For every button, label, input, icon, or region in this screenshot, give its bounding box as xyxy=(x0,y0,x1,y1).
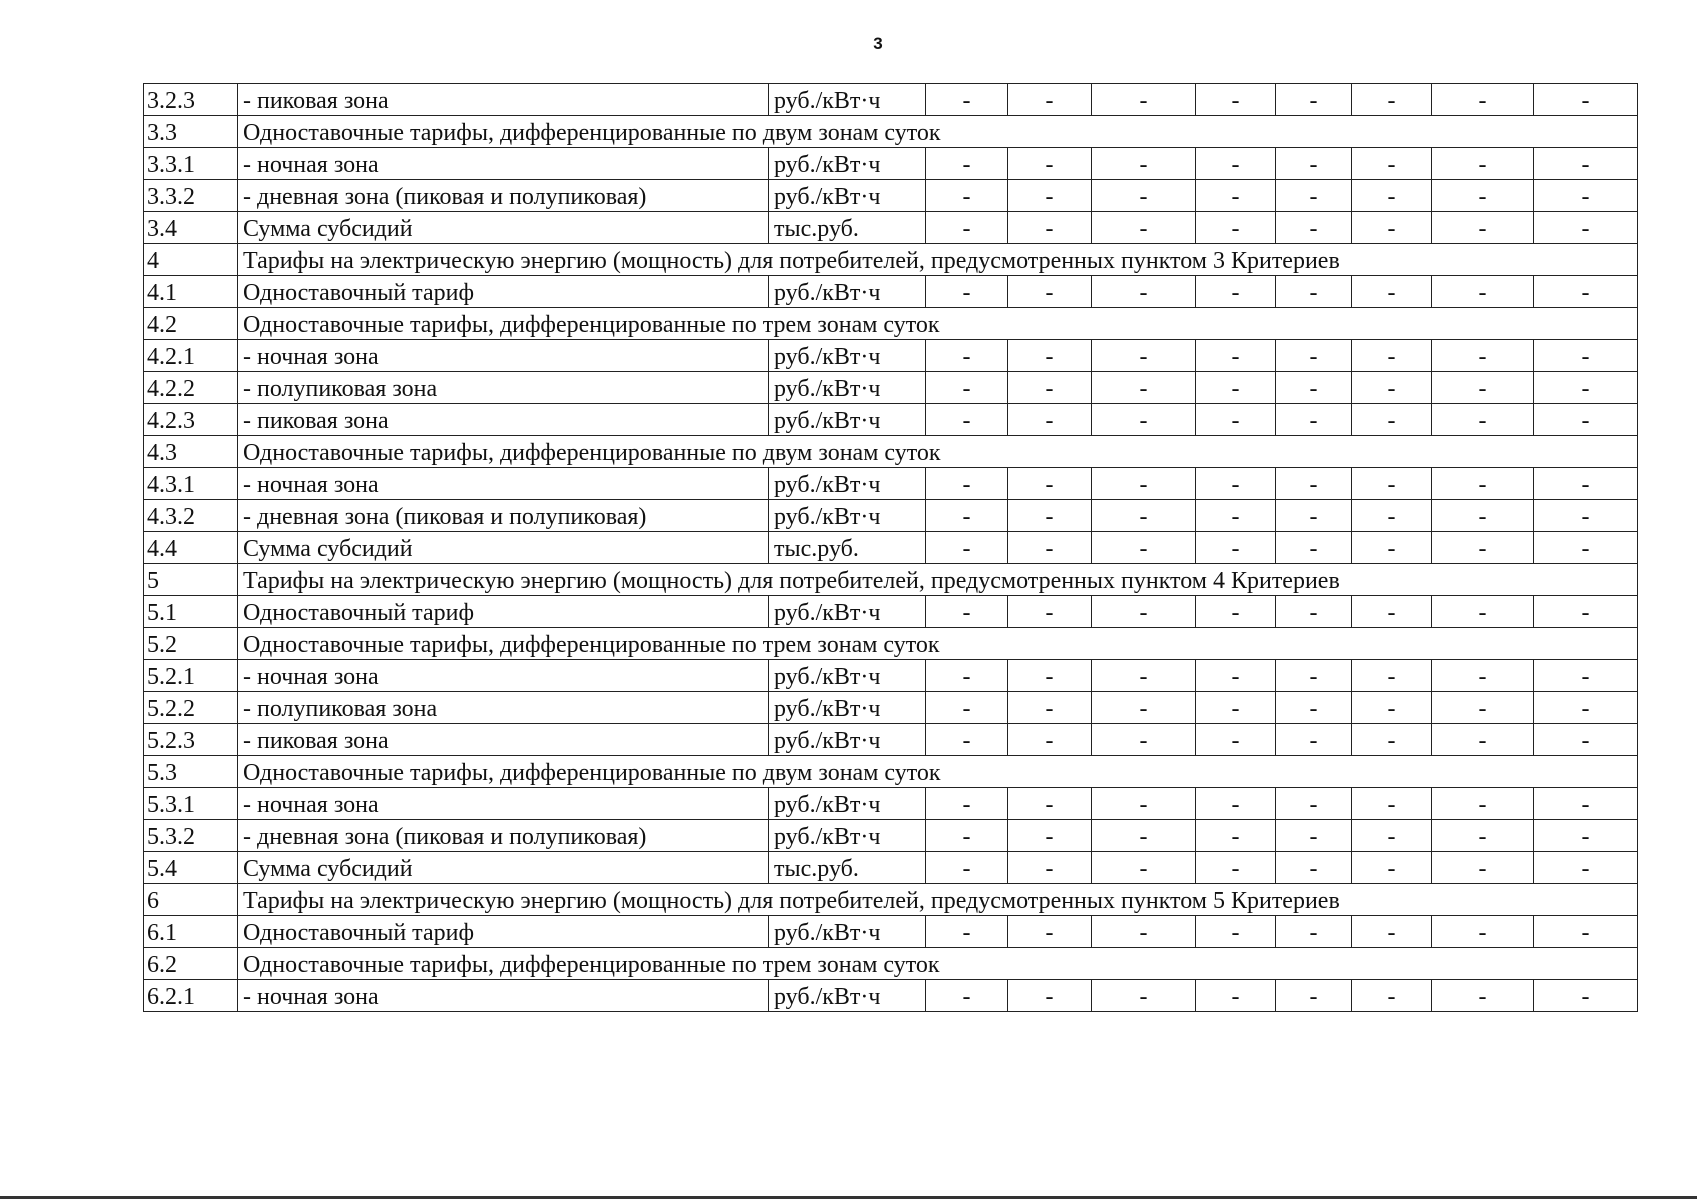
value-cell: - xyxy=(1352,820,1432,852)
value-cell: - xyxy=(1092,180,1196,212)
value-cell: - xyxy=(1352,180,1432,212)
value-cell: - xyxy=(1196,596,1276,628)
value-cell: - xyxy=(1432,852,1534,884)
value-cell: - xyxy=(1534,148,1638,180)
unit-cell: руб./кВт·ч xyxy=(769,340,926,372)
row-label: - пиковая зона xyxy=(238,404,769,436)
value-cell: - xyxy=(1092,852,1196,884)
value-cell: - xyxy=(1092,980,1196,1012)
row-label: Одноставочный тариф xyxy=(238,276,769,308)
value-cell: - xyxy=(1196,212,1276,244)
section-title: Одноставочные тарифы, дифференцированные по двум зонам суток xyxy=(238,756,1638,788)
value-cell: - xyxy=(1008,180,1092,212)
table-row xyxy=(144,852,1638,884)
section-title: Одноставочные тарифы, дифференцированные по трем зонам суток xyxy=(238,948,1638,980)
value-cell: - xyxy=(1008,532,1092,564)
value-cell: - xyxy=(1276,820,1352,852)
row-label: - ночная зона xyxy=(238,980,769,1012)
table-row xyxy=(144,244,1638,276)
table-row xyxy=(144,756,1638,788)
value-cell: - xyxy=(926,692,1008,724)
value-cell: - xyxy=(1534,84,1638,116)
value-cell: - xyxy=(1008,500,1092,532)
section-title: Тарифы на электрическую энергию (мощность) для потребителей, предусмотренных пунктом 3 Критериев xyxy=(238,244,1638,276)
value-cell: - xyxy=(1196,180,1276,212)
value-cell: - xyxy=(1352,372,1432,404)
value-cell: - xyxy=(1276,404,1352,436)
value-cell: - xyxy=(1276,180,1352,212)
value-cell: - xyxy=(1276,660,1352,692)
value-cell: - xyxy=(1432,276,1534,308)
value-cell: - xyxy=(1196,468,1276,500)
value-cell: - xyxy=(1276,788,1352,820)
value-cell: - xyxy=(1534,724,1638,756)
row-number: 4.3.1 xyxy=(144,468,238,500)
value-cell: - xyxy=(1196,788,1276,820)
value-cell: - xyxy=(1352,340,1432,372)
value-cell: - xyxy=(1276,916,1352,948)
value-cell: - xyxy=(1276,212,1352,244)
value-cell: - xyxy=(1092,276,1196,308)
table-row xyxy=(144,724,1638,756)
row-number: 5.4 xyxy=(144,852,238,884)
value-cell: - xyxy=(1534,180,1638,212)
value-cell: - xyxy=(926,180,1008,212)
value-cell: - xyxy=(1534,340,1638,372)
value-cell: - xyxy=(1196,276,1276,308)
value-cell: - xyxy=(926,212,1008,244)
table-row xyxy=(144,596,1638,628)
value-cell: - xyxy=(1092,532,1196,564)
value-cell: - xyxy=(1432,340,1534,372)
row-number: 5.3.1 xyxy=(144,788,238,820)
row-number: 3.3.2 xyxy=(144,180,238,212)
row-number: 5.3.2 xyxy=(144,820,238,852)
value-cell: - xyxy=(1352,692,1432,724)
value-cell: - xyxy=(1276,852,1352,884)
row-number: 4 xyxy=(144,244,238,276)
table-row xyxy=(144,84,1638,116)
row-label: Сумма субсидий xyxy=(238,532,769,564)
table-row xyxy=(144,820,1638,852)
value-cell: - xyxy=(926,84,1008,116)
value-cell: - xyxy=(1196,980,1276,1012)
row-label: - полупиковая зона xyxy=(238,692,769,724)
table-row xyxy=(144,628,1638,660)
table-row xyxy=(144,180,1638,212)
value-cell: - xyxy=(926,468,1008,500)
page-bottom-rule xyxy=(0,1196,1697,1199)
value-cell: - xyxy=(1432,372,1534,404)
table-row xyxy=(144,532,1638,564)
row-number: 3.4 xyxy=(144,212,238,244)
value-cell: - xyxy=(1534,980,1638,1012)
row-number: 6.2 xyxy=(144,948,238,980)
value-cell: - xyxy=(1352,596,1432,628)
value-cell: - xyxy=(1196,84,1276,116)
row-number: 3.3.1 xyxy=(144,148,238,180)
value-cell: - xyxy=(1534,212,1638,244)
value-cell: - xyxy=(1008,820,1092,852)
value-cell: - xyxy=(1432,980,1534,1012)
value-cell: - xyxy=(1008,980,1092,1012)
value-cell: - xyxy=(1008,852,1092,884)
value-cell: - xyxy=(1352,532,1432,564)
value-cell: - xyxy=(1534,820,1638,852)
value-cell: - xyxy=(1276,596,1352,628)
value-cell: - xyxy=(1352,852,1432,884)
value-cell: - xyxy=(1008,276,1092,308)
row-number: 5.2.1 xyxy=(144,660,238,692)
row-label: - ночная зона xyxy=(238,788,769,820)
row-number: 4.2.3 xyxy=(144,404,238,436)
value-cell: - xyxy=(1352,276,1432,308)
value-cell: - xyxy=(1008,724,1092,756)
table-row xyxy=(144,500,1638,532)
row-label: - пиковая зона xyxy=(238,84,769,116)
value-cell: - xyxy=(1092,692,1196,724)
unit-cell: руб./кВт·ч xyxy=(769,180,926,212)
unit-cell: тыс.руб. xyxy=(769,852,926,884)
value-cell: - xyxy=(1534,852,1638,884)
value-cell: - xyxy=(1092,788,1196,820)
value-cell: - xyxy=(1534,276,1638,308)
value-cell: - xyxy=(1008,404,1092,436)
table-row xyxy=(144,372,1638,404)
value-cell: - xyxy=(1092,148,1196,180)
table-row xyxy=(144,148,1638,180)
row-number: 6.2.1 xyxy=(144,980,238,1012)
section-title: Одноставочные тарифы, дифференцированные по трем зонам суток xyxy=(238,628,1638,660)
value-cell: - xyxy=(1276,84,1352,116)
row-number: 6 xyxy=(144,884,238,916)
value-cell: - xyxy=(926,788,1008,820)
row-label: Одноставочный тариф xyxy=(238,596,769,628)
value-cell: - xyxy=(1534,500,1638,532)
value-cell: - xyxy=(1352,980,1432,1012)
row-number: 5.1 xyxy=(144,596,238,628)
unit-cell: руб./кВт·ч xyxy=(769,276,926,308)
unit-cell: руб./кВт·ч xyxy=(769,148,926,180)
value-cell: - xyxy=(1276,532,1352,564)
row-number: 4.2 xyxy=(144,308,238,340)
section-title: Одноставочные тарифы, дифференцированные по двум зонам суток xyxy=(238,436,1638,468)
table-row xyxy=(144,276,1638,308)
row-number: 4.2.2 xyxy=(144,372,238,404)
value-cell: - xyxy=(926,724,1008,756)
value-cell: - xyxy=(1432,84,1534,116)
value-cell: - xyxy=(1534,468,1638,500)
value-cell: - xyxy=(1008,84,1092,116)
row-label: - пиковая зона xyxy=(238,724,769,756)
value-cell: - xyxy=(1534,788,1638,820)
value-cell: - xyxy=(1196,852,1276,884)
table-row xyxy=(144,404,1638,436)
row-number: 5.3 xyxy=(144,756,238,788)
unit-cell: руб./кВт·ч xyxy=(769,500,926,532)
row-label: - дневная зона (пиковая и полупиковая) xyxy=(238,820,769,852)
value-cell: - xyxy=(926,500,1008,532)
table-row xyxy=(144,980,1638,1012)
table-row xyxy=(144,884,1638,916)
row-number: 5.2.3 xyxy=(144,724,238,756)
value-cell: - xyxy=(1432,212,1534,244)
row-number: 4.3.2 xyxy=(144,500,238,532)
unit-cell: руб./кВт·ч xyxy=(769,372,926,404)
value-cell: - xyxy=(1534,596,1638,628)
value-cell: - xyxy=(1276,500,1352,532)
value-cell: - xyxy=(1276,148,1352,180)
value-cell: - xyxy=(926,820,1008,852)
value-cell: - xyxy=(1196,500,1276,532)
unit-cell: руб./кВт·ч xyxy=(769,84,926,116)
unit-cell: тыс.руб. xyxy=(769,532,926,564)
value-cell: - xyxy=(1092,596,1196,628)
unit-cell: руб./кВт·ч xyxy=(769,596,926,628)
value-cell: - xyxy=(1092,724,1196,756)
value-cell: - xyxy=(1352,788,1432,820)
value-cell: - xyxy=(1276,980,1352,1012)
row-label: - полупиковая зона xyxy=(238,372,769,404)
value-cell: - xyxy=(926,660,1008,692)
row-label: - ночная зона xyxy=(238,660,769,692)
table-row xyxy=(144,660,1638,692)
section-title: Тарифы на электрическую энергию (мощность) для потребителей, предусмотренных пунктом 5 Критериев xyxy=(238,884,1638,916)
tariff-table xyxy=(143,83,1638,1012)
table-row xyxy=(144,916,1638,948)
table-body xyxy=(144,84,1638,1012)
value-cell: - xyxy=(1352,468,1432,500)
unit-cell: руб./кВт·ч xyxy=(769,820,926,852)
value-cell: - xyxy=(1534,660,1638,692)
section-title: Одноставочные тарифы, дифференцированные по двум зонам суток xyxy=(238,116,1638,148)
value-cell: - xyxy=(1432,916,1534,948)
value-cell: - xyxy=(1352,500,1432,532)
value-cell: - xyxy=(1196,692,1276,724)
value-cell: - xyxy=(1432,468,1534,500)
table-row xyxy=(144,212,1638,244)
unit-cell: руб./кВт·ч xyxy=(769,980,926,1012)
value-cell: - xyxy=(1432,820,1534,852)
unit-cell: тыс.руб. xyxy=(769,212,926,244)
value-cell: - xyxy=(1276,340,1352,372)
value-cell: - xyxy=(1432,660,1534,692)
section-title: Одноставочные тарифы, дифференцированные по трем зонам суток xyxy=(238,308,1638,340)
value-cell: - xyxy=(1092,820,1196,852)
value-cell: - xyxy=(1008,596,1092,628)
value-cell: - xyxy=(1276,724,1352,756)
row-number: 5.2 xyxy=(144,628,238,660)
row-number: 4.4 xyxy=(144,532,238,564)
row-number: 4.2.1 xyxy=(144,340,238,372)
value-cell: - xyxy=(1092,84,1196,116)
value-cell: - xyxy=(1534,692,1638,724)
table-row xyxy=(144,948,1638,980)
value-cell: - xyxy=(1008,468,1092,500)
value-cell: - xyxy=(1534,372,1638,404)
value-cell: - xyxy=(926,148,1008,180)
row-number: 4.3 xyxy=(144,436,238,468)
row-label: - ночная зона xyxy=(238,148,769,180)
row-label: - ночная зона xyxy=(238,468,769,500)
value-cell: - xyxy=(1352,916,1432,948)
page-number: 3 xyxy=(873,34,883,53)
value-cell: - xyxy=(1534,532,1638,564)
value-cell: - xyxy=(1276,276,1352,308)
value-cell: - xyxy=(1008,212,1092,244)
value-cell: - xyxy=(1432,500,1534,532)
row-label: - дневная зона (пиковая и полупиковая) xyxy=(238,500,769,532)
value-cell: - xyxy=(1092,404,1196,436)
value-cell: - xyxy=(1008,788,1092,820)
value-cell: - xyxy=(1196,916,1276,948)
value-cell: - xyxy=(1352,724,1432,756)
row-label: - дневная зона (пиковая и полупиковая) xyxy=(238,180,769,212)
value-cell: - xyxy=(926,596,1008,628)
unit-cell: руб./кВт·ч xyxy=(769,404,926,436)
value-cell: - xyxy=(1352,84,1432,116)
value-cell: - xyxy=(1092,468,1196,500)
value-cell: - xyxy=(1352,148,1432,180)
value-cell: - xyxy=(1352,660,1432,692)
value-cell: - xyxy=(1276,468,1352,500)
value-cell: - xyxy=(1008,372,1092,404)
row-label: - ночная зона xyxy=(238,340,769,372)
value-cell: - xyxy=(1276,692,1352,724)
unit-cell: руб./кВт·ч xyxy=(769,916,926,948)
unit-cell: руб./кВт·ч xyxy=(769,692,926,724)
table-row xyxy=(144,788,1638,820)
value-cell: - xyxy=(1352,404,1432,436)
section-title: Тарифы на электрическую энергию (мощность) для потребителей, предусмотренных пунктом 4 Критериев xyxy=(238,564,1638,596)
table-row xyxy=(144,340,1638,372)
value-cell: - xyxy=(1008,340,1092,372)
value-cell: - xyxy=(926,340,1008,372)
value-cell: - xyxy=(1196,660,1276,692)
value-cell: - xyxy=(926,532,1008,564)
value-cell: - xyxy=(1008,660,1092,692)
row-number: 5.2.2 xyxy=(144,692,238,724)
value-cell: - xyxy=(1352,212,1432,244)
row-number: 3.3 xyxy=(144,116,238,148)
unit-cell: руб./кВт·ч xyxy=(769,660,926,692)
value-cell: - xyxy=(1196,372,1276,404)
value-cell: - xyxy=(1092,372,1196,404)
value-cell: - xyxy=(1196,340,1276,372)
value-cell: - xyxy=(1432,724,1534,756)
value-cell: - xyxy=(926,852,1008,884)
table-row xyxy=(144,468,1638,500)
table-row xyxy=(144,436,1638,468)
value-cell: - xyxy=(926,980,1008,1012)
value-cell: - xyxy=(926,404,1008,436)
row-number: 3.2.3 xyxy=(144,84,238,116)
value-cell: - xyxy=(1196,724,1276,756)
value-cell: - xyxy=(1008,148,1092,180)
value-cell: - xyxy=(1008,692,1092,724)
value-cell: - xyxy=(1092,660,1196,692)
value-cell: - xyxy=(1432,692,1534,724)
table-row xyxy=(144,564,1638,596)
value-cell: - xyxy=(1432,596,1534,628)
row-number: 5 xyxy=(144,564,238,596)
unit-cell: руб./кВт·ч xyxy=(769,724,926,756)
value-cell: - xyxy=(926,276,1008,308)
table-row xyxy=(144,692,1638,724)
unit-cell: руб./кВт·ч xyxy=(769,468,926,500)
value-cell: - xyxy=(1432,404,1534,436)
value-cell: - xyxy=(1432,532,1534,564)
value-cell: - xyxy=(926,916,1008,948)
value-cell: - xyxy=(926,372,1008,404)
value-cell: - xyxy=(1092,212,1196,244)
value-cell: - xyxy=(1196,404,1276,436)
value-cell: - xyxy=(1092,916,1196,948)
value-cell: - xyxy=(1432,148,1534,180)
row-label: Одноставочный тариф xyxy=(238,916,769,948)
value-cell: - xyxy=(1196,532,1276,564)
row-label: Сумма субсидий xyxy=(238,852,769,884)
value-cell: - xyxy=(1432,180,1534,212)
value-cell: - xyxy=(1276,372,1352,404)
row-number: 6.1 xyxy=(144,916,238,948)
value-cell: - xyxy=(1092,500,1196,532)
value-cell: - xyxy=(1196,820,1276,852)
value-cell: - xyxy=(1008,916,1092,948)
row-label: Сумма субсидий xyxy=(238,212,769,244)
table-row xyxy=(144,308,1638,340)
value-cell: - xyxy=(1534,404,1638,436)
value-cell: - xyxy=(1092,340,1196,372)
value-cell: - xyxy=(1534,916,1638,948)
row-number: 4.1 xyxy=(144,276,238,308)
value-cell: - xyxy=(1432,788,1534,820)
unit-cell: руб./кВт·ч xyxy=(769,788,926,820)
table-row xyxy=(144,116,1638,148)
value-cell: - xyxy=(1196,148,1276,180)
